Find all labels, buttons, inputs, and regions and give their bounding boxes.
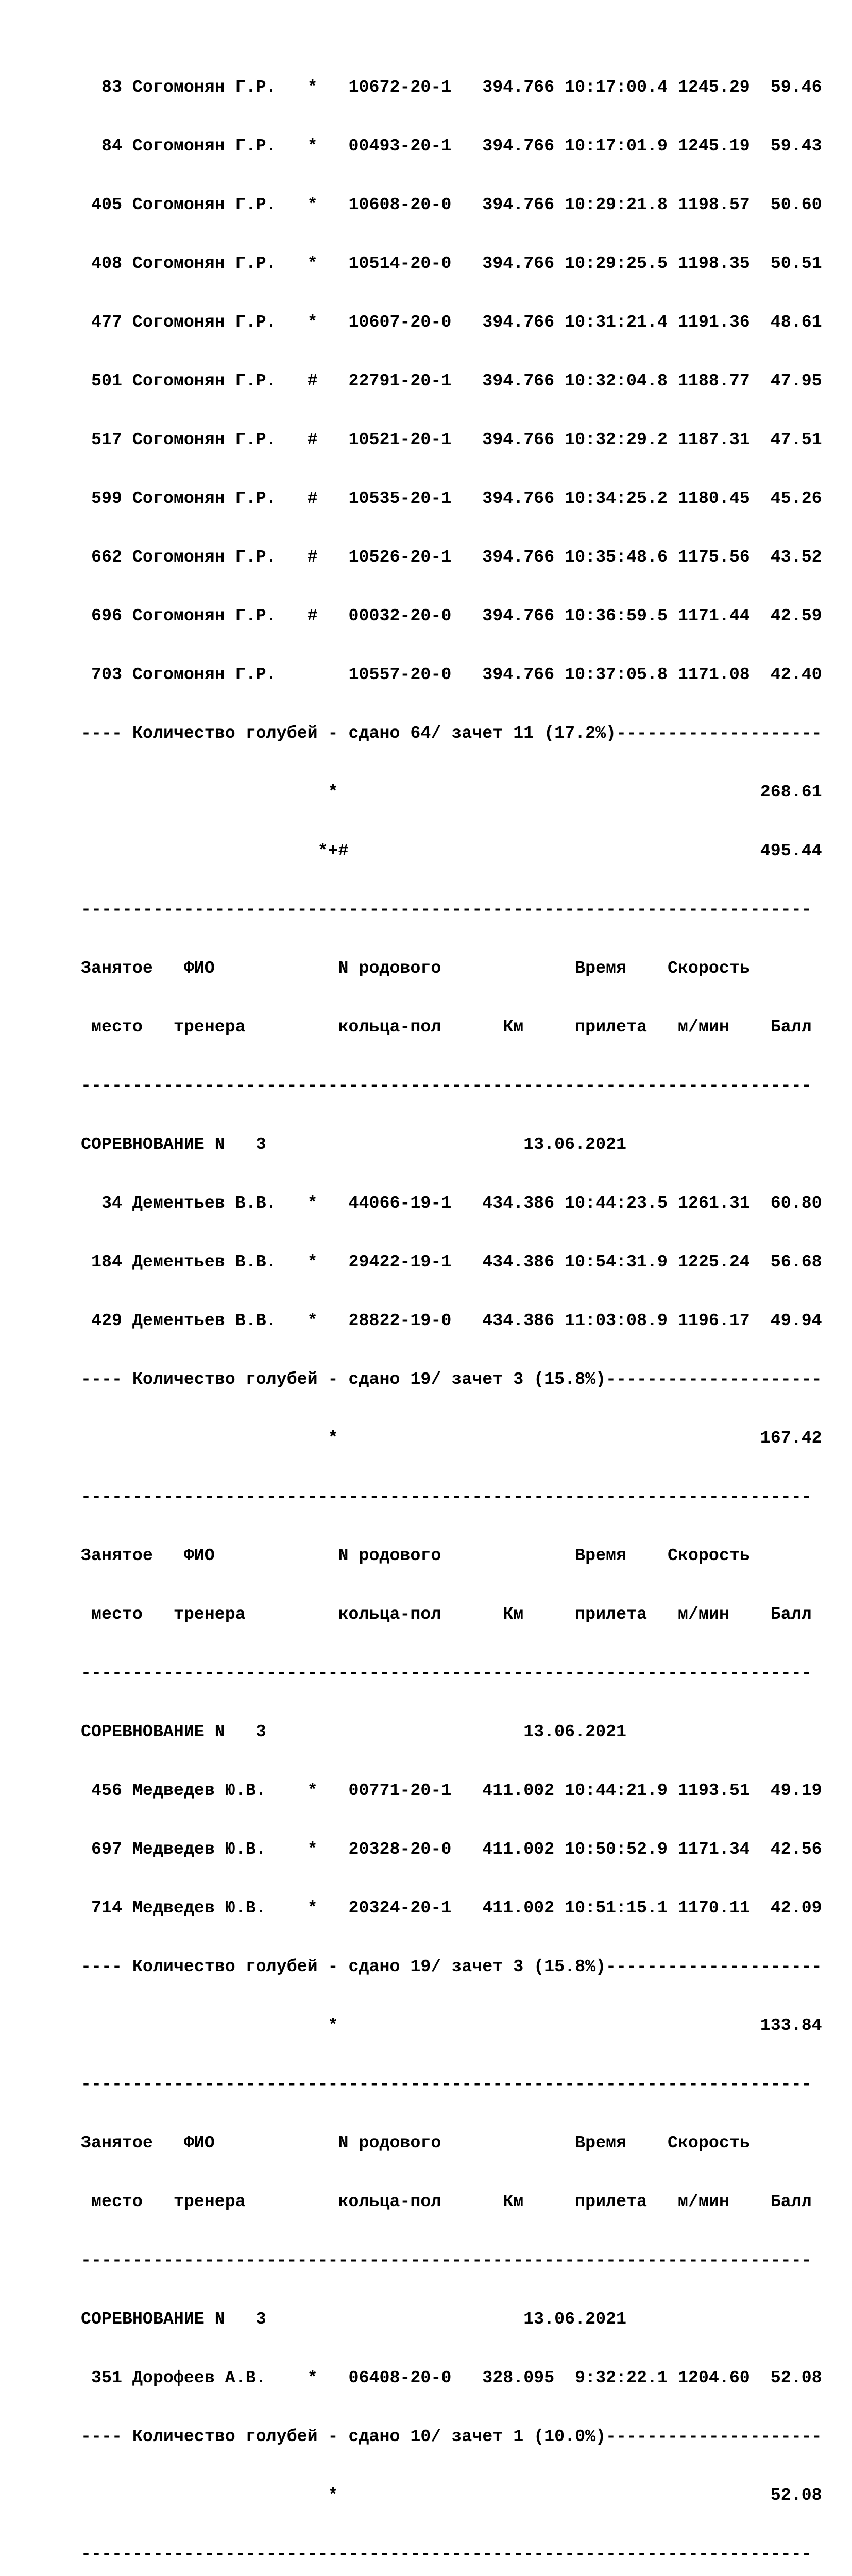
column-header: Занятое ФИО N родового Время Скорость	[81, 1546, 750, 1565]
separator-line: -----------------------------------------------------------------------	[81, 1487, 812, 1506]
report-line: 599 Согомонян Г.Р. # 10535-20-1 394.766 10:34:25.2 1180.45 45.26	[81, 488, 822, 508]
competition-header: СОРЕВНОВАНИЕ N 3 13.06.2021	[81, 2309, 627, 2329]
report-line: 456 Медведев Ю.В. * 00771-20-1 411.002 10:44:21.9 1193.51 49.19	[81, 1781, 822, 1800]
results-report	[81, 38, 822, 2576]
total-line: *+# 495.44	[81, 841, 822, 860]
report-line: 83 Согомонян Г.Р. * 10672-20-1 394.766 10:17:00.4 1245.29 59.46	[81, 77, 822, 97]
competition-header: СОРЕВНОВАНИЕ N 3 13.06.2021	[81, 1134, 627, 1154]
separator-line: -----------------------------------------------------------------------	[81, 1663, 812, 1683]
report-line: 501 Согомонян Г.Р. # 22791-20-1 394.766 10:32:04.8 1188.77 47.95	[81, 371, 822, 391]
summary-line: ---- Количество голубей - сдано 19/ зачет 3 (15.8%)---------------------	[81, 1369, 822, 1389]
separator-line: -----------------------------------------------------------------------	[81, 2544, 812, 2564]
summary-line: ---- Количество голубей - сдано 10/ зачет 1 (10.0%)---------------------	[81, 2427, 822, 2446]
report-line: 696 Согомонян Г.Р. # 00032-20-0 394.766 10:36:59.5 1171.44 42.59	[81, 606, 822, 625]
summary-line: ---- Количество голубей - сдано 64/ зачет 11 (17.2%)--------------------	[81, 723, 822, 743]
report-line: 408 Согомонян Г.Р. * 10514-20-0 394.766 10:29:25.5 1198.35 50.51	[81, 253, 822, 273]
column-header: Занятое ФИО N родового Время Скорость	[81, 2133, 750, 2153]
total-line: * 133.84	[81, 2015, 822, 2035]
report-line: 429 Дементьев В.В. * 28822-19-0 434.386 11:03:08.9 1196.17 49.94	[81, 1311, 822, 1330]
report-line: 477 Согомонян Г.Р. * 10607-20-0 394.766 10:31:21.4 1191.36 48.61	[81, 312, 822, 332]
total-line: * 167.42	[81, 1428, 822, 1448]
report-line: 34 Дементьев В.В. * 44066-19-1 434.386 10:44:23.5 1261.31 60.80	[81, 1193, 822, 1213]
column-header: место тренера кольца-пол Км прилета м/мин Балл	[81, 2192, 812, 2211]
column-header: Занятое ФИО N родового Время Скорость	[81, 958, 750, 978]
column-header: место тренера кольца-пол Км прилета м/мин Балл	[81, 1604, 812, 1624]
summary-line: ---- Количество голубей - сдано 19/ зачет 3 (15.8%)---------------------	[81, 1957, 822, 1976]
report-line: 697 Медведев Ю.В. * 20328-20-0 411.002 10:50:52.9 1171.34 42.56	[81, 1839, 822, 1859]
separator-line: -----------------------------------------------------------------------	[81, 2074, 812, 2094]
report-line: 84 Согомонян Г.Р. * 00493-20-1 394.766 10:17:01.9 1245.19 59.43	[81, 136, 822, 156]
report-line: 703 Согомонян Г.Р. 10557-20-0 394.766 10:37:05.8 1171.08 42.40	[81, 665, 822, 684]
report-line: 405 Согомонян Г.Р. * 10608-20-0 394.766 10:29:21.8 1198.57 50.60	[81, 195, 822, 214]
separator-line: -----------------------------------------------------------------------	[81, 2250, 812, 2270]
report-line: 714 Медведев Ю.В. * 20324-20-1 411.002 10:51:15.1 1170.11 42.09	[81, 1898, 822, 1918]
total-line: * 268.61	[81, 782, 822, 802]
report-line: 517 Согомонян Г.Р. # 10521-20-1 394.766 10:32:29.2 1187.31 47.51	[81, 430, 822, 449]
report-line: 184 Дементьев В.В. * 29422-19-1 434.386 10:54:31.9 1225.24 56.68	[81, 1252, 822, 1272]
competition-header: СОРЕВНОВАНИЕ N 3 13.06.2021	[81, 1722, 627, 1741]
report-line: 351 Дорофеев А.В. * 06408-20-0 328.095 9:32:22.1 1204.60 52.08	[81, 2368, 822, 2387]
separator-line: -----------------------------------------------------------------------	[81, 1076, 812, 1095]
column-header: место тренера кольца-пол Км прилета м/мин Балл	[81, 1017, 812, 1037]
separator-line: -----------------------------------------------------------------------	[81, 900, 812, 919]
report-line: 662 Согомонян Г.Р. # 10526-20-1 394.766 10:35:48.6 1175.56 43.52	[81, 547, 822, 567]
total-line: * 52.08	[81, 2485, 822, 2505]
